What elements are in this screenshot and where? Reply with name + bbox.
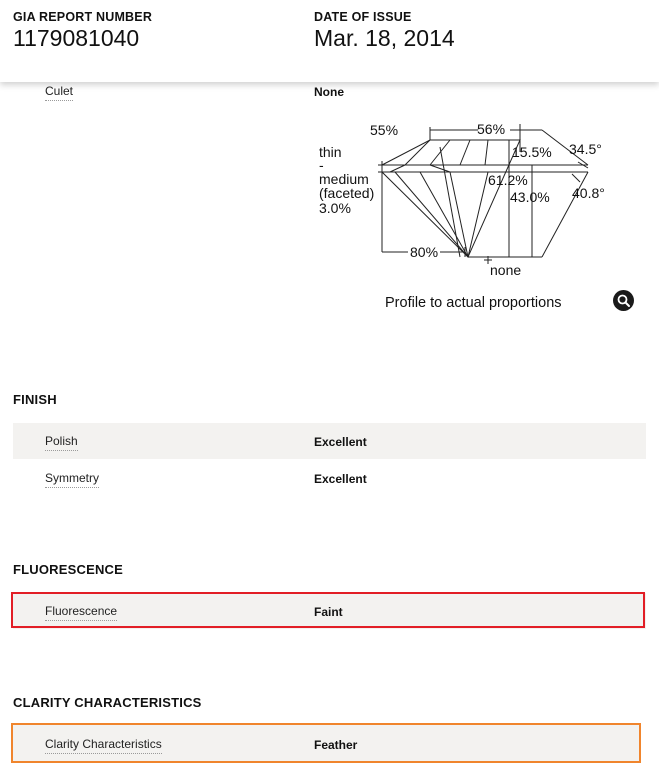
date-of-issue-value: Mar. 18, 2014 xyxy=(314,25,455,51)
girdle-dash: - xyxy=(319,157,324,173)
symmetry-label: Symmetry xyxy=(45,471,99,488)
zoom-button[interactable] xyxy=(613,290,634,311)
date-of-issue-block xyxy=(314,10,455,52)
finish-title: FINISH xyxy=(13,392,57,407)
report-number-label: GIA REPORT NUMBER xyxy=(13,10,153,24)
clarity-label: Clarity Characteristics xyxy=(45,737,162,754)
pavilion-angle: 40.8° xyxy=(572,185,605,201)
pavilion-depth-pct: 43.0% xyxy=(510,189,550,205)
crown-angle: 34.5° xyxy=(569,141,602,157)
date-of-issue-label: DATE OF ISSUE xyxy=(314,10,412,24)
total-depth-pct: 61.2% xyxy=(488,172,528,188)
girdle-pct: 3.0% xyxy=(319,200,351,216)
polish-value: Excellent xyxy=(314,435,367,449)
girdle-medium: medium xyxy=(319,171,369,187)
lower-half-pct: 80% xyxy=(410,244,439,260)
fluorescence-value: Faint xyxy=(314,605,343,619)
report-number-value: 1179081040 xyxy=(13,25,140,51)
table-pct: 56% xyxy=(477,121,506,137)
clarity-title: CLARITY CHARACTERISTICS xyxy=(13,695,202,710)
report-header xyxy=(0,0,659,82)
proportions-diagram xyxy=(310,112,640,292)
clarity-value: Feather xyxy=(314,738,358,752)
culet-value: None xyxy=(314,85,344,99)
diamond-profile-svg xyxy=(310,112,640,292)
fluorescence-label: Fluorescence xyxy=(45,604,117,621)
culet-size: none xyxy=(490,262,522,278)
symmetry-value: Excellent xyxy=(314,472,367,486)
report-number-block xyxy=(13,10,152,52)
magnifier-icon xyxy=(613,290,634,311)
girdle-thin: thin xyxy=(319,144,342,160)
culet-label: Culet xyxy=(45,84,73,101)
girdle-faceted: (faceted) xyxy=(319,185,375,201)
diagram-caption: Profile to actual proportions xyxy=(385,295,562,311)
crown-pct: 15.5% xyxy=(512,144,552,160)
fluorescence-title: FLUORESCENCE xyxy=(13,562,124,577)
crown-height-pct: 55% xyxy=(370,122,399,138)
polish-label: Polish xyxy=(45,434,78,451)
